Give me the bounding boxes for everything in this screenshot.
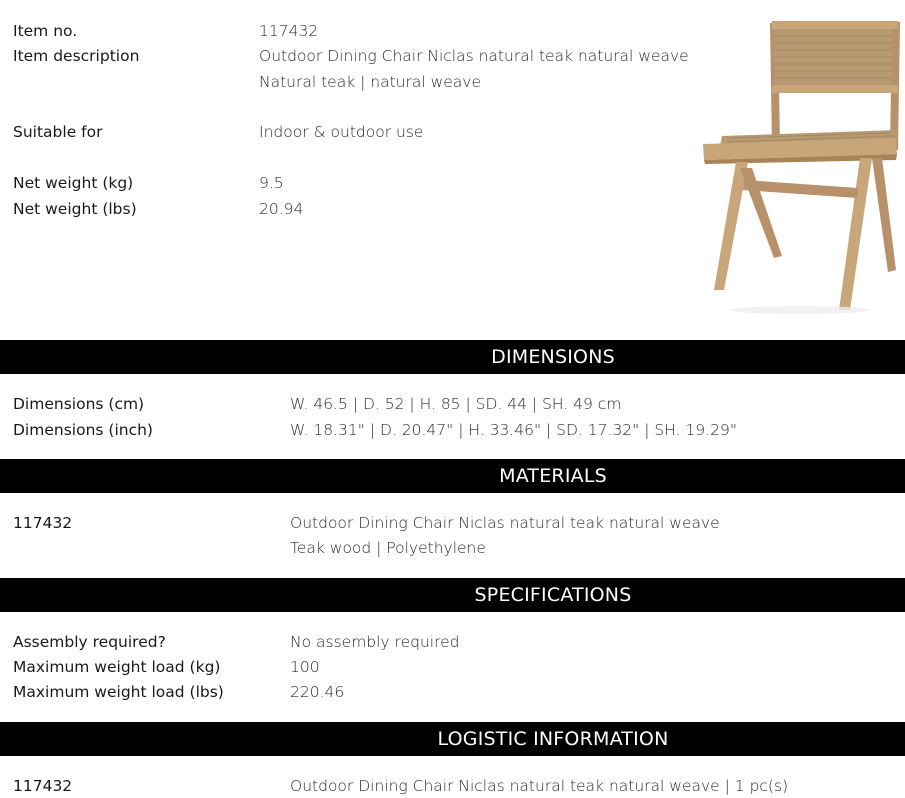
logistic-heading: LOGISTIC INFORMATION [437, 728, 669, 750]
net-weight-kg-label: Net weight (kg) [13, 174, 134, 192]
item-description-line2: Natural teak | natural weave [259, 73, 482, 91]
materials-line1: Outdoor Dining Chair Niclas natural teak natural weave [290, 514, 720, 532]
net-weight-lbs-value: 20.94 [259, 200, 304, 218]
max-weight-lbs-value: 220.46 [290, 683, 345, 701]
max-weight-kg-value: 100 [290, 658, 320, 676]
logistic-code: 117432 [13, 777, 73, 795]
materials-heading: MATERIALS [499, 465, 607, 487]
item-no-label: Item no. [13, 22, 78, 40]
materials-code: 117432 [13, 514, 73, 532]
net-weight-lbs-label: Net weight (lbs) [13, 200, 137, 218]
suitable-for-value: Indoor & outdoor use [259, 123, 424, 141]
net-weight-kg-value: 9.5 [259, 174, 284, 192]
chair-backrest-bottom-rail [772, 85, 898, 93]
dimensions-inch-label: Dimensions (inch) [13, 421, 153, 439]
materials-line2: Teak wood | Polyethylene [290, 539, 486, 557]
suitable-for-label: Suitable for [13, 123, 103, 141]
assembly-label: Assembly required? [13, 633, 166, 651]
logistic-value: Outdoor Dining Chair Niclas natural teak natural weave | 1 pc(s) [290, 777, 789, 795]
item-description-line1: Outdoor Dining Chair Niclas natural teak natural weave [259, 47, 689, 65]
item-no-value: 117432 [259, 22, 319, 40]
logistic-header [0, 722, 905, 756]
dimensions-header [0, 340, 905, 374]
chair-front-left-leg [714, 162, 748, 290]
max-weight-lbs-label: Maximum weight load (lbs) [13, 683, 224, 701]
specifications-heading: SPECIFICATIONS [474, 584, 632, 606]
dimensions-cm-label: Dimensions (cm) [13, 395, 145, 413]
chair-front-right-leg [839, 158, 872, 310]
dimensions-heading: DIMENSIONS [491, 346, 615, 368]
dimensions-inch-value: W. 18.31" | D. 20.47" | H. 33.46" | SD. 17.32" | SH. 19.29" [290, 421, 737, 439]
chair-backrest-top-rail [772, 21, 898, 29]
materials-header [0, 459, 905, 493]
specifications-header [0, 578, 905, 612]
dimensions-cm-value: W. 46.5 | D. 52 | H. 85 | SD. 44 | SH. 49 cm [290, 395, 622, 413]
item-description-label: Item description [13, 47, 140, 65]
max-weight-kg-label: Maximum weight load (kg) [13, 658, 221, 676]
chair-image [700, 18, 900, 316]
chair-rear-right-leg [872, 158, 896, 272]
assembly-value: No assembly required [290, 633, 460, 651]
